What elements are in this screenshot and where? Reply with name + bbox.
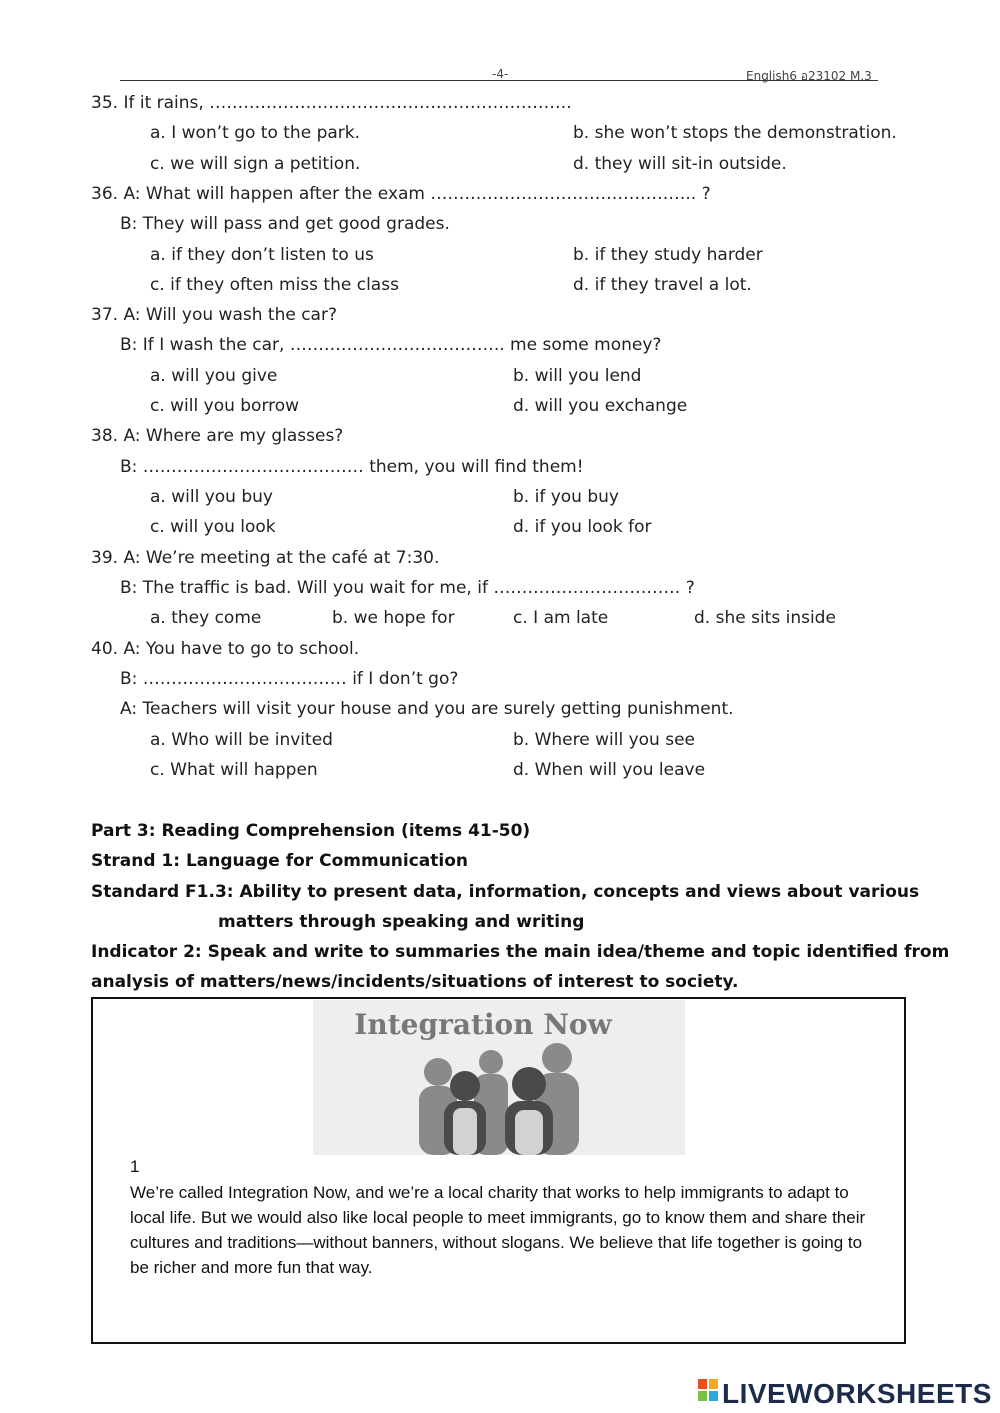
liveworksheets-logo-icon	[698, 1377, 720, 1403]
option-35d[interactable]: d. they will sit-in outside.	[573, 154, 787, 174]
passage-number: 1	[130, 1157, 140, 1176]
option-39b[interactable]: b. we hope for	[332, 608, 455, 628]
option-37a[interactable]: a. will you give	[150, 366, 278, 386]
passage-text: We’re called Integration Now, and we’re a local charity that works to help immigrants to adapt to local life. But we would also like local people to meet immigrants, go to know them and share their cultures and traditions—without banners, without slogans. We believe that life together is going to be richer and more fun that way.	[130, 1183, 866, 1277]
page-number: -4-	[492, 67, 509, 81]
question-37-b: B: If I wash the car, ……………………………….. me some money?	[120, 335, 662, 355]
option-40a[interactable]: a. Who will be invited	[150, 730, 333, 750]
question-38-b: B: ………………………………… them, you will find them!	[120, 457, 584, 477]
option-40c[interactable]: c. What will happen	[150, 760, 318, 780]
strand-label: Strand 1: Language for Communication	[91, 851, 469, 871]
option-35a[interactable]: a. I won’t go to the park.	[150, 123, 361, 143]
liveworksheets-watermark: LIVEWORKSHEETS	[722, 1378, 992, 1409]
question-38: 38. A: Where are my glasses?	[91, 426, 344, 446]
option-38d[interactable]: d. if you look for	[513, 517, 652, 537]
question-40-a2: A: Teachers will visit your house and you are surely getting punishment.	[120, 699, 734, 719]
option-36d[interactable]: d. if they travel a lot.	[573, 275, 752, 295]
course-code: English6 อ23102 M.3	[746, 69, 872, 83]
question-37: 37. A: Will you wash the car?	[91, 305, 337, 325]
option-38b[interactable]: b. if you buy	[513, 487, 619, 507]
question-35: 35. If it rains, ……………………………………………………….	[91, 93, 572, 113]
option-39c[interactable]: c. I am late	[513, 608, 609, 628]
group-people-image	[313, 1000, 685, 1155]
standard-line-2: matters through speaking and writing	[218, 912, 585, 932]
option-40b[interactable]: b. Where will you see	[513, 730, 696, 750]
option-38c[interactable]: c. will you look	[150, 517, 276, 537]
question-39: 39. A: We’re meeting at the café at 7:30.	[91, 548, 440, 568]
question-40: 40. A: You have to go to school.	[91, 639, 360, 659]
option-38a[interactable]: a. will you buy	[150, 487, 273, 507]
part3-title: Part 3: Reading Comprehension (items 41-50)	[91, 821, 531, 841]
option-35c[interactable]: c. we will sign a petition.	[150, 154, 361, 174]
option-39a[interactable]: a. they come	[150, 608, 262, 628]
option-35b[interactable]: b. she won’t stops the demonstration.	[573, 123, 897, 143]
question-36: 36. A: What will happen after the exam ……………………………………….. ?	[91, 184, 711, 204]
indicator-line-1: Indicator 2: Speak and write to summaries the main idea/theme and topic identified from	[91, 942, 950, 962]
photo-title: Integration Now	[354, 1008, 612, 1041]
option-39d[interactable]: d. she sits inside	[694, 608, 836, 628]
option-40d[interactable]: d. When will you leave	[513, 760, 706, 780]
indicator-line-2: analysis of matters/news/incidents/situations of interest to society.	[91, 972, 739, 992]
question-36-b: B: They will pass and get good grades.	[120, 214, 450, 234]
standard-line-1: Standard F1.3: Ability to present data, information, concepts and views about various	[91, 882, 920, 902]
option-37c[interactable]: c. will you borrow	[150, 396, 300, 416]
option-37d[interactable]: d. will you exchange	[513, 396, 688, 416]
option-36b[interactable]: b. if they study harder	[573, 245, 763, 265]
option-37b[interactable]: b. will you lend	[513, 366, 642, 386]
integration-now-photo	[313, 1000, 685, 1155]
question-39-b: B: The traffic is bad. Will you wait for me, if …………………………… ?	[120, 578, 695, 598]
option-36c[interactable]: c. if they often miss the class	[150, 275, 399, 295]
option-36a[interactable]: a. if they don’t listen to us	[150, 245, 374, 265]
question-40-b: B: ……………………………… if I don’t go?	[120, 669, 459, 689]
